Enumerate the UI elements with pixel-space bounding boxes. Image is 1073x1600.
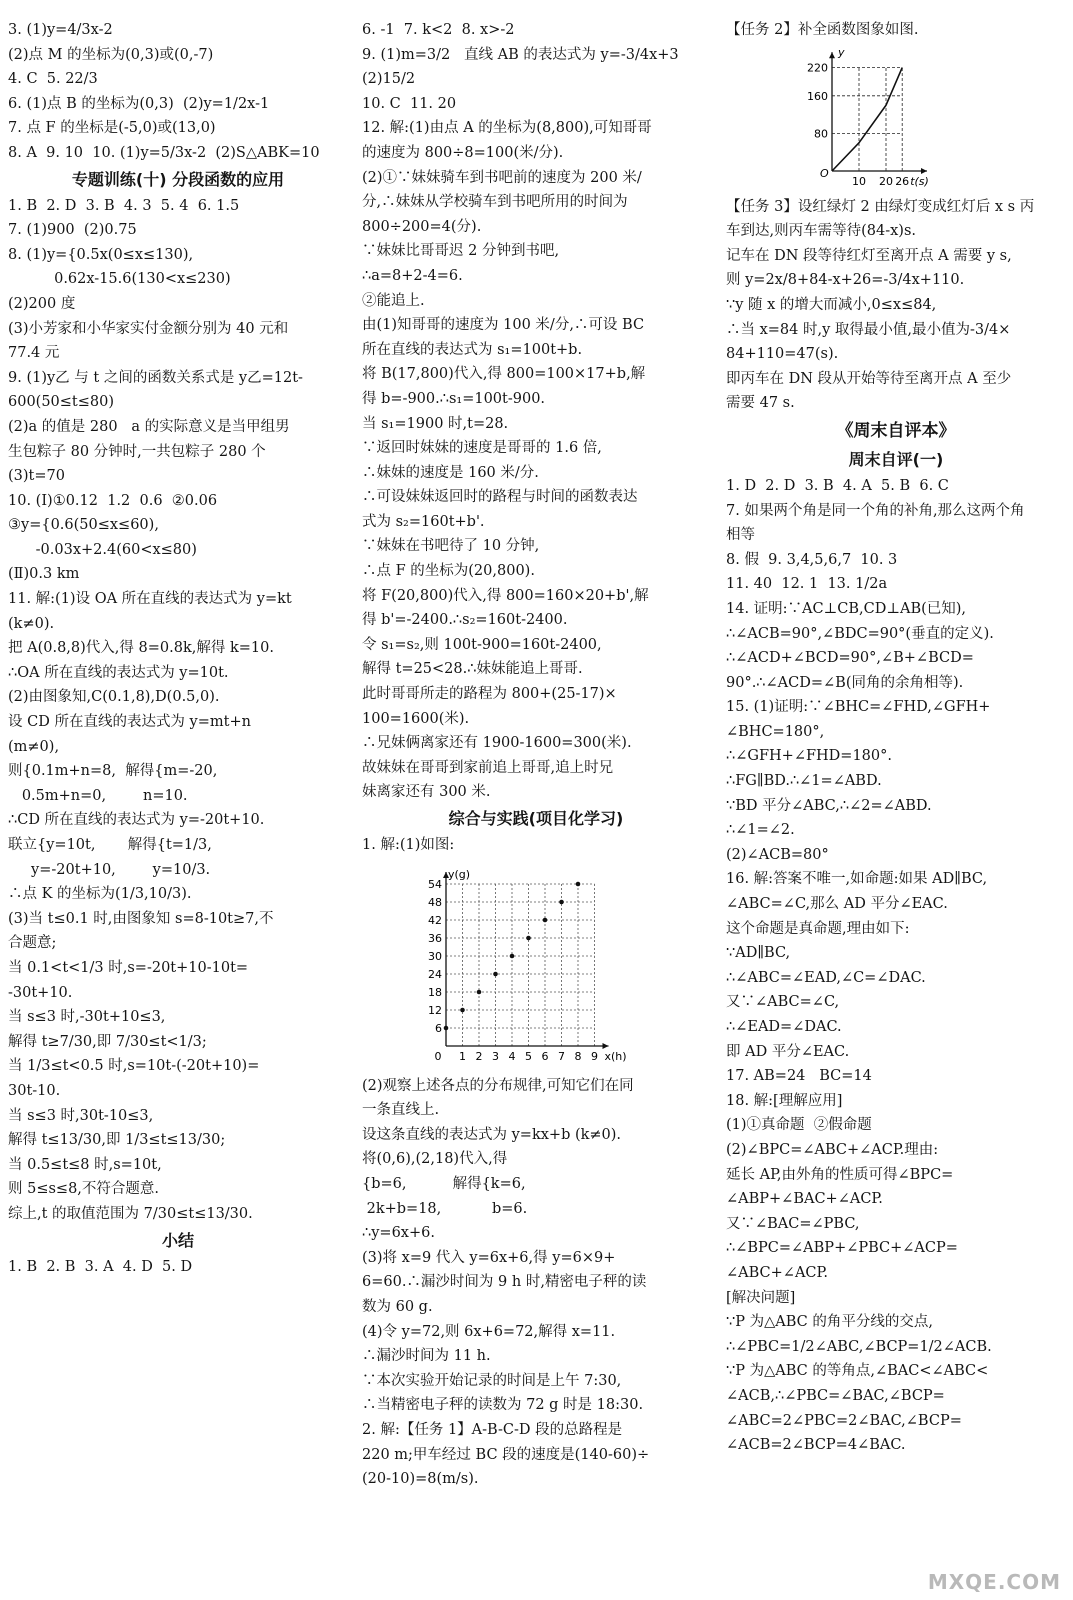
text-line: 11. 40 12. 1 13. 1/2a [726, 576, 888, 593]
text-line: 1. B 2. B 3. A 4. D 5. D [8, 1258, 193, 1275]
text-line: ∴当 x=84 时,y 取得最小值,最小值为-3/4× [726, 321, 1011, 338]
text-line: 6=60.∴漏沙时间为 9 h 时,精密电子秤的读 [362, 1274, 647, 1291]
text-line: 84+110=47(s). [726, 346, 839, 363]
x-tick-label: 26 [895, 174, 910, 188]
y-axis-label: y(g) [448, 867, 471, 881]
text-line: ∴∠ACB=90°,∠BDC=90°(垂直的定义). [726, 625, 994, 642]
x-tick-label: 9 [591, 1049, 598, 1063]
col3-tail-block [726, 474, 1066, 1458]
section-heading-weekend-book: 《周末自评本》 [836, 420, 956, 441]
text-line: 设 CD 所在直线的表达式为 y=mt+n [8, 714, 251, 731]
text-line: (3)小芳家和小华家实付金额分别为 40 元和 [8, 320, 289, 337]
y-tick-label: 6 [435, 1021, 442, 1035]
text-line: 车到达,则丙车需等待(84-x)s. [726, 223, 917, 240]
text-line: ∵y 随 x 的增大而减小,0≤x≤84, [726, 296, 937, 313]
y-tick-label: 160 [807, 89, 828, 103]
x-axis-arrow [921, 168, 927, 174]
data-point [493, 971, 498, 976]
answer-column-3 [726, 18, 1066, 1458]
text-line: 相等 [726, 527, 755, 544]
text-line: ∴∠GFH+∠FHD=180°. [726, 748, 892, 765]
series-line [832, 67, 902, 170]
y-tick-label: 220 [807, 61, 828, 75]
section-heading-special-training-10: 专题训练(十) 分段函数的应用 [71, 169, 285, 189]
text-line: ②能追上. [362, 292, 425, 309]
text-line: 77.4 元 [8, 345, 60, 362]
text-line: 合题意; [8, 935, 57, 952]
x-tick-label: 7 [558, 1049, 565, 1063]
section-heading-weekend-1: 周末自评(一) [848, 449, 944, 469]
text-line: 12. 解:(1)由点 A 的坐标为(8,800),可知哥哥 [362, 120, 652, 137]
text-line: (2)∠BPC=∠ABC+∠ACP.理由: [726, 1141, 939, 1158]
text-line: ∠ABC=∠C,那么 AD 平分∠EAC. [726, 896, 948, 913]
text-line: 600(50≤t≤80) [8, 394, 115, 411]
text-line: 当 0.1<t<1/3 时,s=-20t+10-10t= [8, 959, 249, 976]
text-line: 又∵∠BAC=∠PBC, [726, 1215, 860, 1232]
text-line: ∵返回时妹妹的速度是哥哥的 1.6 倍, [362, 440, 602, 457]
text-line: 9. (1)m=3/2 直线 AB 的表达式为 y=-3/4x+3 [362, 46, 679, 63]
text-line: (2)观察上述各点的分布规律,可知它们在同 [362, 1077, 634, 1094]
text-line: 联立{y=10t, 解得{t=1/3, [8, 837, 212, 853]
text-line: 7. 如果两个角是同一个角的补角,那么这两个角 [726, 502, 1025, 519]
text-line: 2k+b=18, b=6. [362, 1200, 528, 1217]
x-tick-label: 1 [459, 1049, 466, 1063]
col3-pre-block [726, 18, 1066, 43]
text-line: 6. -1 7. k<2 8. x>-2 [362, 22, 515, 38]
text-line: 8. (1)y={0.5x(0≤x≤130), [8, 246, 194, 263]
text-line: 14. 证明:∵AC⊥CB,CD⊥AB(已知), [726, 600, 967, 617]
text-line: 当 s≤3 时,30t-10≤3, [8, 1107, 154, 1124]
text-line: 当 1/3≤t<0.5 时,s=10t-(-20t+10)= [8, 1058, 260, 1075]
text-line: 解得 t≤13/30,即 1/3≤t≤13/30; [8, 1132, 226, 1149]
data-point [559, 899, 564, 904]
text-line: 800÷200=4(分). [362, 218, 482, 235]
x-tick-label: 10 [852, 174, 866, 188]
text-line: 当 s≤3 时,-30t+10≤3, [8, 1009, 166, 1026]
x-tick-label: 8 [574, 1049, 582, 1063]
text-line: 需要 47 s. [726, 395, 795, 412]
text-line: 0.62x-15.6(130<x≤230) [8, 271, 231, 288]
text-line: 得 b'=-2400.∴s₂=160t-2400. [362, 612, 568, 629]
x-axis-arrow [603, 1043, 609, 1049]
text-line: ∴可设妹妹返回时的路程与时间的函数表达 [362, 489, 638, 506]
data-point [477, 989, 482, 994]
text-line: (m≠0), [8, 738, 60, 755]
text-line: 解得 t≥7/30,即 7/30≤t<1/3; [8, 1033, 207, 1050]
text-line: ∴∠BPC=∠ABP+∠PBC+∠ACP= [726, 1240, 958, 1257]
text-line: ∴漏沙时间为 11 h. [362, 1348, 491, 1365]
text-line: 6. (1)点 B 的坐标为(0,3) (2)y=1/2x-1 [8, 95, 270, 112]
text-line: (2)点 M 的坐标为(0,3)或(0,-7) [8, 46, 214, 63]
section-heading-summary: 小结 [161, 1230, 194, 1250]
text-line: {b=6, 解得{k=6, [362, 1175, 526, 1192]
text-line: 10. (Ⅰ)①0.12 1.2 0.6 ②0.06 [8, 492, 218, 509]
y-tick-label: 54 [428, 877, 442, 891]
text-line: ∠ABP+∠BAC+∠ACP. [726, 1191, 883, 1208]
text-line: (3)当 t≤0.1 时,由图象知 s=8-10t≥7,不 [8, 910, 274, 927]
text-line: 10. C 11. 20 [362, 95, 457, 112]
text-line: ∵妹妹比哥哥迟 2 分钟到书吧, [362, 243, 560, 260]
text-line: [解决问题] [726, 1289, 796, 1306]
text-line: 这个命题是真命题,理由如下: [726, 920, 910, 937]
text-line: ∠ACB=2∠BCP=4∠BAC. [726, 1437, 906, 1454]
text-line: 又∵∠ABC=∠C, [726, 994, 840, 1011]
text-line: 即 AD 平分∠EAC. [726, 1043, 850, 1060]
text-line: ∴OA 所在直线的表达式为 y=10t. [8, 664, 229, 681]
text-line: (3)t=70 [8, 468, 65, 485]
text-line: 1. B 2. D 3. B 4. 3 5. 4 6. 1.5 [8, 197, 240, 214]
text-line: 3. (1)y=4/3x-2 [8, 22, 113, 38]
text-line: ∴∠ACD+∠BCD=90°,∠B+∠BCD= [726, 650, 974, 667]
text-line: 4. C 5. 22/3 [8, 71, 98, 88]
text-line: -0.03x+2.4(60<x≤80) [8, 541, 197, 558]
x-tick-label: 0 [434, 1049, 442, 1063]
text-line: y=-20t+10, y=10/3. [8, 861, 211, 878]
text-line: 15. (1)证明:∵∠BHC=∠FHD,∠GFH+ [726, 699, 991, 716]
text-line: 式为 s₂=160t+b'. [362, 513, 485, 530]
text-line: ∴点 F 的坐标为(20,800). [362, 563, 535, 580]
text-line: 的速度为 800÷8=100(米/分). [362, 144, 564, 161]
text-line: ∴a=8+2-4=6. [362, 267, 463, 284]
y-axis-label: y [838, 45, 845, 59]
text-line: ∵P 为△ABC 的等角点,∠BAC<∠ABC< [726, 1363, 989, 1380]
text-line: 100=1600(米). [362, 710, 470, 727]
text-line: 8. A 9. 10 10. (1)y=5/3x-2 (2)S△ABK=10 [8, 144, 320, 161]
text-line: ∴y=6x+6. [362, 1225, 435, 1242]
text-line: (2)①∵妹妹骑车到书吧前的速度为 200 米/ [362, 169, 642, 186]
text-line: ∵妹妹在书吧待了 10 分钟, [362, 538, 540, 555]
text-line: 得 b=-900.∴s₁=100t-900. [362, 390, 546, 407]
x-tick-label: 3 [492, 1049, 499, 1063]
text-line: ∠ABC=2∠PBC=2∠BAC,∠BCP= [726, 1412, 962, 1429]
text-line: 【任务 2】补全函数图象如图. [726, 22, 919, 38]
x-tick-label: 20 [879, 174, 893, 188]
text-line: (k≠0). [8, 615, 55, 632]
text-line: 则 y=2x/8+84-x+26=-3/4x+110. [726, 272, 965, 289]
text-line: 数为 60 g. [362, 1298, 433, 1315]
y-tick-label: 48 [428, 895, 442, 909]
answer-column-1 [8, 18, 348, 1279]
answer-column-2 [362, 18, 710, 1492]
text-line: 2. 解:【任务 1】A-B-C-D 段的总路程是 [362, 1421, 623, 1438]
text-line: (4)令 y=72,则 6x+6=72,解得 x=11. [362, 1323, 616, 1340]
text-line: ∴∠PBC=1/2∠ABC,∠BCP=1/2∠ACB. [726, 1338, 992, 1355]
text-line: ③y={0.6(50≤x≤60), [8, 517, 159, 534]
text-line: 当 s₁=1900 时,t=28. [362, 415, 509, 432]
text-line: 1. 解:(1)如图: [362, 837, 455, 853]
text-line: 设这条直线的表达式为 y=kx+b (k≠0). [362, 1126, 622, 1143]
text-line: 18. 解:[理解应用] [726, 1092, 843, 1109]
text-line: ∴FG∥BD.∴∠1=∠ABD. [726, 773, 882, 790]
data-point [444, 1025, 449, 1030]
text-line: ∴CD 所在直线的表达式为 y=-20t+10. [8, 812, 265, 829]
text-line: 当 0.5≤t≤8 时,s=10t, [8, 1156, 162, 1173]
text-line: 11. 解:(1)设 OA 所在直线的表达式为 y=kt [8, 591, 292, 608]
data-point [460, 1007, 465, 1012]
text-line: 即丙车在 DN 段从开始等待至离开点 A 至少 [726, 370, 1012, 387]
text-line: 16. 解:答案不唯一,如命题:如果 AD∥BC, [726, 871, 988, 888]
y-tick-label: 18 [428, 985, 442, 999]
y-tick-label: 12 [428, 1003, 442, 1017]
text-line: 延长 AP,由外角的性质可得∠BPC= [726, 1166, 954, 1183]
text-line: 将 B(17,800)代入,得 800=100×17+b,解 [362, 366, 646, 383]
text-line: 7. (1)900 (2)0.75 [8, 222, 137, 239]
text-line: ∠BHC=180°, [726, 723, 825, 740]
x-tick-label: 2 [475, 1049, 483, 1063]
x-tick-label: 5 [525, 1049, 532, 1063]
col1-pre-block [8, 18, 348, 166]
line-chart [798, 45, 948, 193]
text-line: 综上,t 的取值范围为 7/30≤t≤13/30. [8, 1205, 253, 1222]
text-line: 一条直线上. [362, 1102, 440, 1119]
text-line: 生包粽子 80 分钟时,一共包粽子 280 个 [8, 443, 266, 460]
text-line: 此时哥哥所走的路程为 800+(25-17)× [362, 686, 617, 703]
x-tick-label: 6 [541, 1049, 549, 1063]
text-line: 妹离家还有 300 米. [362, 784, 491, 801]
text-line: ∴∠ABC=∠EAD,∠C=∠DAC. [726, 969, 926, 986]
text-line: ∴当精密电子秤的读数为 72 g 时是 18:30. [362, 1397, 644, 1414]
text-line: 由(1)知哥哥的速度为 100 米/分,∴可设 BC [362, 317, 645, 334]
text-line: 90°.∴∠ACD=∠B(同角的余角相等). [726, 674, 964, 691]
col2-post-block [362, 1074, 710, 1492]
col1-post-block [8, 194, 348, 1227]
text-line: (2)a 的值是 280 a 的实际意义是当甲组男 [8, 418, 290, 435]
text-line: 把 A(0.8,8)代入,得 8=0.8k,解得 k=10. [8, 640, 274, 657]
y-tick-label: 24 [428, 967, 442, 981]
text-line: ∠ACB,∴∠PBC=∠BAC,∠BCP= [726, 1387, 945, 1404]
text-line: ∵P 为△ABC 的角平分线的交点, [726, 1314, 933, 1331]
text-line: 17. AB=24 BC=14 [726, 1068, 872, 1085]
text-line: 记车在 DN 段等待红灯至离开点 A 需要 y s, [726, 247, 1012, 264]
text-line: (3)将 x=9 代入 y=6x+6,得 y=6×9+ [362, 1249, 616, 1266]
text-line: 0.5m+n=0, n=10. [8, 787, 188, 804]
text-line: 1. D 2. D 3. B 4. A 5. B 6. C [726, 477, 949, 494]
text-line: 9. (1)y乙 与 t 之间的函数关系式是 y乙=12t- [8, 369, 303, 386]
data-point [576, 881, 581, 886]
data-point [510, 953, 515, 958]
x-tick-label: 4 [508, 1049, 516, 1063]
data-point [526, 935, 531, 940]
x-axis-label: x(h) [604, 1049, 627, 1063]
text-line: (2)由图象知,C(0.1,8),D(0.5,0). [8, 689, 220, 706]
col2-mid-block [362, 833, 710, 858]
y-tick-label: 80 [814, 126, 828, 140]
y-tick-label: 42 [428, 913, 442, 927]
text-line: (2)∠ACB=80° [726, 846, 829, 863]
text-line: -30t+10. [8, 984, 73, 1001]
text-line: 分,∴妹妹从学校骑车到书吧所用的时间为 [362, 194, 628, 211]
text-line: 【任务 3】设红绿灯 2 由绿灯变成红灯后 x s 丙 [726, 198, 1035, 215]
text-line: 将 F(20,800)代入,得 800=160×20+b',解 [362, 587, 649, 604]
origin-label: O [820, 166, 829, 180]
x-axis-label: t(s) [910, 174, 929, 188]
text-line: ∵AD∥BC, [726, 945, 791, 962]
section-heading-practice-project: 综合与实践(项目化学习) [448, 809, 624, 828]
text-line: ∴兄妹俩离家还有 1900-1600=300(米). [362, 735, 632, 752]
data-point [543, 917, 548, 922]
text-line: ∵本次实验开始记录的时间是上午 7:30, [362, 1372, 622, 1389]
text-line: 将(0,6),(2,18)代入,得 [362, 1151, 508, 1168]
text-line: (2)200 度 [8, 295, 76, 312]
y-axis-arrow [829, 52, 835, 58]
text-line: ∠ABC+∠ACP. [726, 1264, 828, 1281]
text-line: 30t-10. [8, 1082, 61, 1099]
text-line: 则 5≤s≤8,不符合题意. [8, 1181, 160, 1198]
text-line: 解得 t=25<28.∴妹妹能追上哥哥. [362, 661, 583, 678]
text-line: (1)①真命题 ②假命题 [726, 1117, 872, 1134]
text-line: ∴点 K 的坐标为(1/3,10/3). [8, 886, 192, 903]
text-line: ∴妹妹的速度是 160 米/分. [362, 464, 539, 481]
text-line: ∴∠EAD=∠DAC. [726, 1019, 842, 1035]
text-line: ∴∠1=∠2. [726, 822, 795, 839]
col3-post-block [726, 195, 1066, 416]
text-line: (Ⅱ)0.3 km [8, 566, 80, 583]
y-tick-label: 30 [428, 949, 442, 963]
col2-pre-block [362, 18, 710, 805]
text-line: 220 m;甲车经过 BC 段的速度是(140-60)÷ [362, 1446, 650, 1463]
text-line: 故妹妹在哥哥到家前追上哥哥,追上时兄 [362, 759, 614, 776]
text-line: 则{0.1m+n=8, 解得{m=-20, [8, 763, 218, 780]
text-line: ∵BD 平分∠ABC,∴∠2=∠ABD. [726, 797, 932, 814]
text-line: (2)15/2 [362, 71, 416, 88]
scatter-chart [418, 860, 628, 1072]
watermark: MXQE.COM [927, 1570, 1061, 1594]
text-line: 所在直线的表达式为 s₁=100t+b. [362, 341, 583, 358]
y-tick-label: 36 [428, 931, 442, 945]
text-line: (20-10)=8(m/s). [362, 1471, 479, 1488]
text-line: 7. 点 F 的坐标是(-5,0)或(13,0) [8, 120, 216, 137]
text-line: 令 s₁=s₂,则 100t-900=160t-2400, [362, 636, 602, 653]
col1-tail-block [8, 1255, 348, 1280]
text-line: 8. 假 9. 3,4,5,6,7 10. 3 [726, 551, 898, 568]
